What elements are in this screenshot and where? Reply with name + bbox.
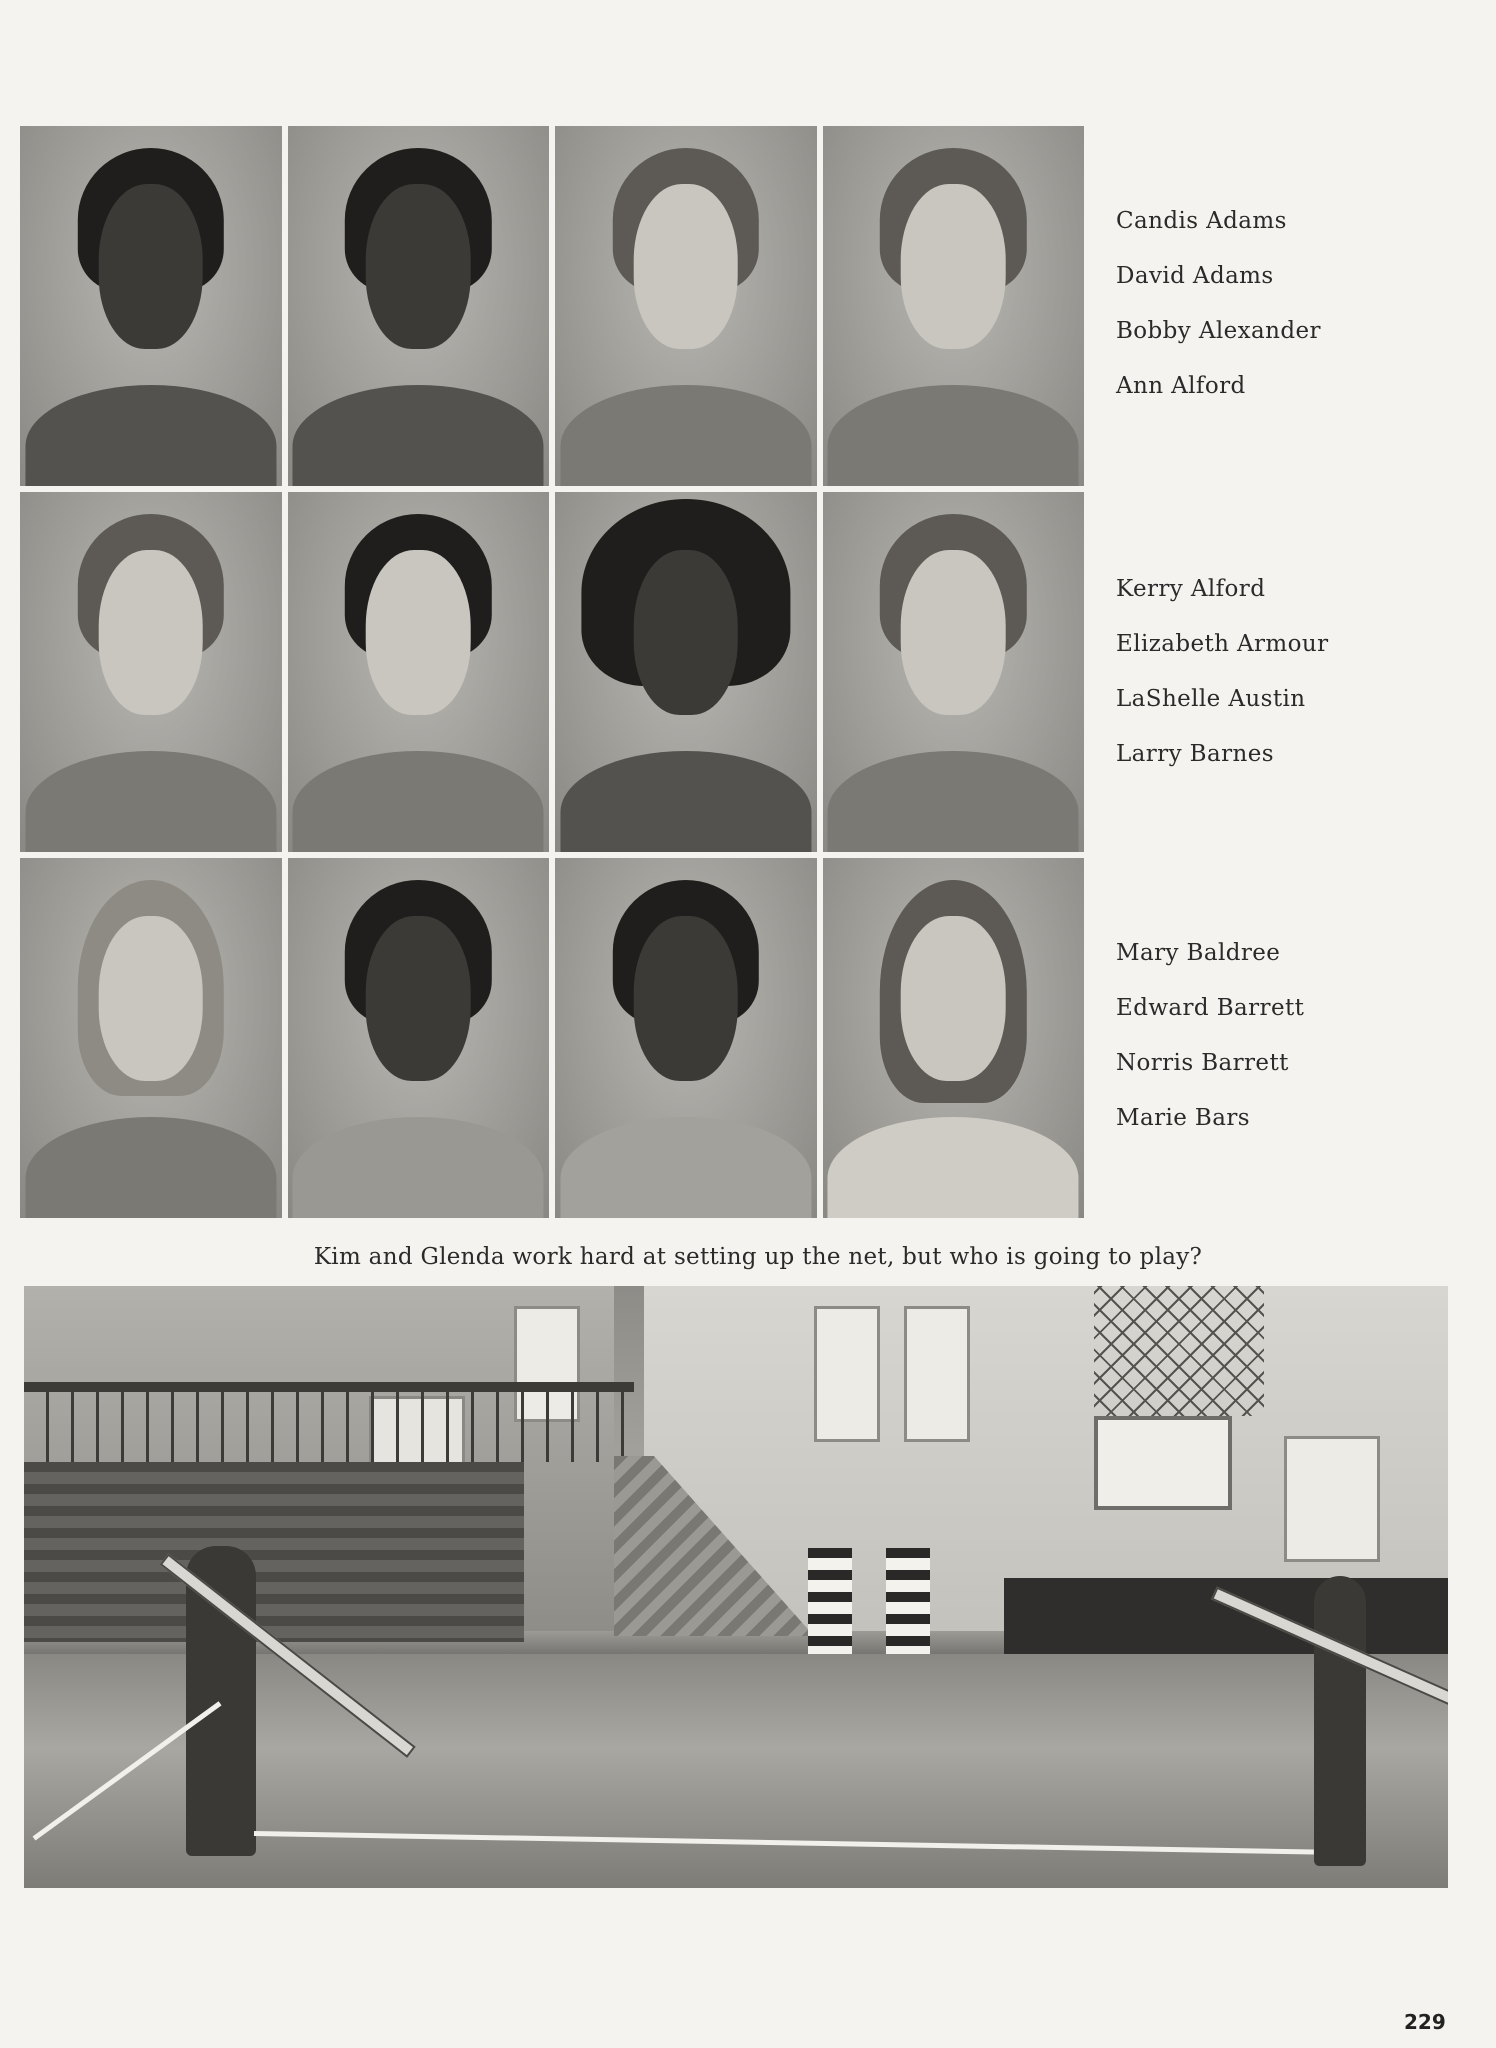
portrait-david-adams bbox=[288, 126, 550, 486]
student-name: Elizabeth Armour bbox=[1116, 631, 1329, 657]
student-name: Candis Adams bbox=[1116, 208, 1287, 234]
portrait-norris-barrett bbox=[555, 858, 817, 1218]
portrait-lashelle-austin bbox=[555, 492, 817, 852]
door-stripes bbox=[808, 1548, 852, 1658]
portrait-elizabeth-armour bbox=[288, 492, 550, 852]
portrait-ann-alford bbox=[823, 126, 1085, 486]
student-name: Edward Barrett bbox=[1116, 995, 1305, 1021]
student-name: Larry Barnes bbox=[1116, 741, 1274, 767]
student-name: Ann Alford bbox=[1116, 373, 1246, 399]
gym-photo bbox=[24, 1286, 1448, 1888]
name-list-row-2 bbox=[1116, 562, 1329, 782]
portrait-candis-adams bbox=[20, 126, 282, 486]
gym-window bbox=[1284, 1436, 1380, 1562]
photo-caption: Kim and Glenda work hard at setting up the net, but who is going to play? bbox=[313, 1244, 1203, 1270]
student-name: Bobby Alexander bbox=[1116, 318, 1321, 344]
portrait-row-1 bbox=[20, 126, 1084, 486]
student-name: LaShelle Austin bbox=[1116, 686, 1306, 712]
student-glenda bbox=[1314, 1576, 1366, 1866]
student-name: Kerry Alford bbox=[1116, 576, 1266, 602]
portrait-row-2 bbox=[20, 492, 1084, 852]
student-name: Norris Barrett bbox=[1116, 1050, 1289, 1076]
portrait-mary-baldree bbox=[20, 858, 282, 1218]
portrait-bobby-alexander bbox=[555, 126, 817, 486]
page-number: 229 bbox=[1404, 2010, 1446, 2034]
portrait-larry-barnes bbox=[823, 492, 1085, 852]
balcony-railing bbox=[24, 1386, 634, 1462]
basket-truss bbox=[1094, 1286, 1264, 1416]
portrait-edward-barrett bbox=[288, 858, 550, 1218]
portrait-kerry-alford bbox=[20, 492, 282, 852]
bleachers bbox=[24, 1462, 524, 1642]
basketball-backboard bbox=[1094, 1416, 1232, 1510]
student-name: Mary Baldree bbox=[1116, 940, 1281, 966]
gym-window bbox=[814, 1306, 880, 1442]
door-stripes bbox=[886, 1548, 930, 1658]
student-name: Marie Bars bbox=[1116, 1105, 1250, 1131]
name-list-row-3 bbox=[1116, 926, 1304, 1146]
gym-window bbox=[904, 1306, 970, 1442]
portrait-marie-bars bbox=[823, 858, 1085, 1218]
portrait-row-3 bbox=[20, 858, 1084, 1218]
name-list-row-1 bbox=[1116, 194, 1321, 414]
wall-mat bbox=[1004, 1578, 1448, 1654]
student-name: David Adams bbox=[1116, 263, 1274, 289]
